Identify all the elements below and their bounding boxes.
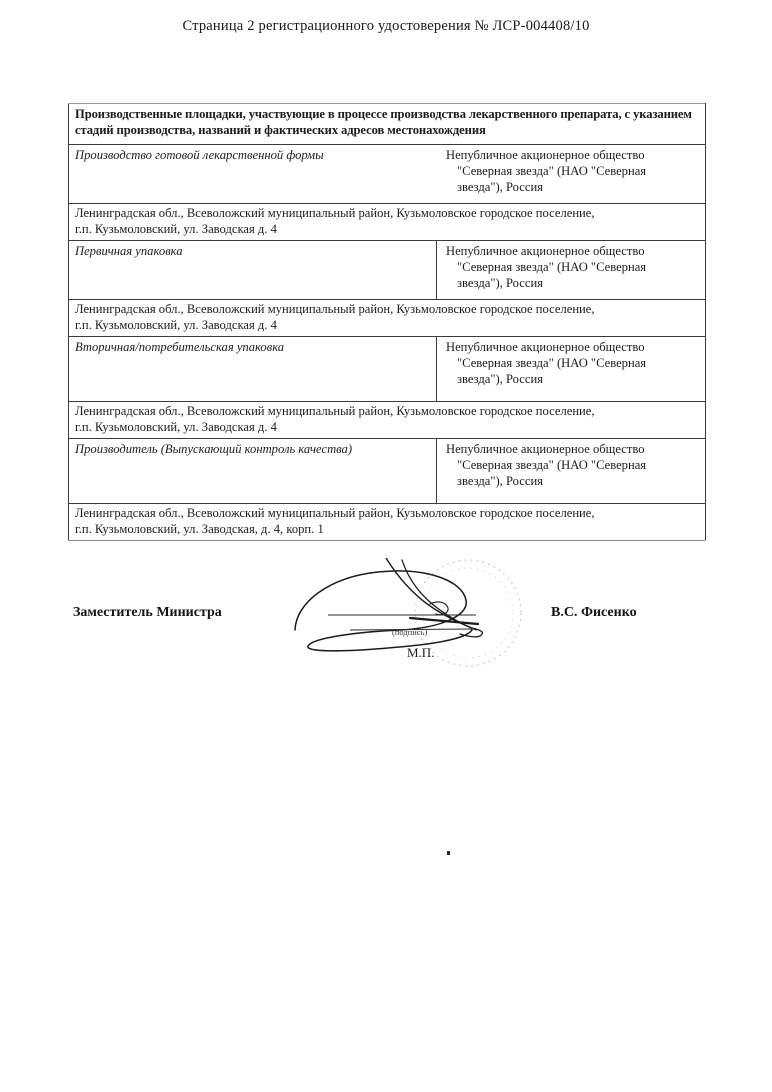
address-line-1: Ленинградская обл., Всеволожский муниципальный район, Кузьмоловское городское поселение, xyxy=(75,403,595,418)
stamp-place-label: М.П. xyxy=(407,645,435,660)
address-line-2: г.п. Кузьмоловский, ул. Заводская д. 4 xyxy=(75,317,277,332)
address-line-1: Ленинградская обл., Всеволожский муниципальный район, Кузьмоловское городское поселение, xyxy=(75,301,595,316)
table-header-cell: Производственные площадки, участвующие в процессе производства лекарственного препарата, с указанием стадий производства, названий и фактических адресов местонахождения xyxy=(69,104,706,145)
address-line-2: г.п. Кузьмоловский, ул. Заводская, д. 4, корп. 1 xyxy=(75,521,324,536)
signatory-title: Заместитель Министра xyxy=(73,605,222,620)
organization-line-1: Непубличное акционерное общество xyxy=(446,339,645,354)
table-row xyxy=(69,144,706,203)
page-title: Страница 2 регистрационного удостоверения № ЛСР-004408/10 xyxy=(182,18,590,34)
organization-cell xyxy=(437,144,706,203)
organization-line-2: "Северная звезда" (НАО "Северная xyxy=(457,163,647,178)
organization-cell xyxy=(437,240,706,299)
address-cell xyxy=(69,401,706,438)
organization-cell xyxy=(437,336,706,401)
organization-line-1: Непубличное акционерное общество xyxy=(446,441,645,456)
address-line-2: г.п. Кузьмоловский, ул. Заводская д. 4 xyxy=(75,221,277,236)
organization-line-2: "Северная звезда" (НАО "Северная xyxy=(457,259,647,274)
stage-label: Производство готовой лекарственной формы xyxy=(69,144,437,203)
organization-cell xyxy=(437,438,706,503)
table-row xyxy=(69,438,706,503)
table-row xyxy=(69,240,706,299)
stage-label: Первичная упаковка xyxy=(69,240,437,299)
address-cell xyxy=(69,503,706,540)
stage-label: Производитель (Выпускающий контроль качества) xyxy=(69,438,437,503)
organization-line-3: звезда"), Россия xyxy=(457,275,543,290)
scan-artifact-speck xyxy=(447,851,450,855)
organization-line-3: звезда"), Россия xyxy=(457,371,543,386)
organization-line-3: звезда"), Россия xyxy=(457,179,543,194)
table-row xyxy=(69,299,706,336)
address-line-1: Ленинградская обл., Всеволожский муниципальный район, Кузьмоловское городское поселение, xyxy=(75,205,595,220)
organization-line-1: Непубличное акционерное общество xyxy=(446,243,645,258)
signatory-name: В.С. Фисенко xyxy=(551,605,637,620)
organization-line-2: "Северная звезда" (НАО "Северная xyxy=(457,457,647,472)
address-line-2: г.п. Кузьмоловский, ул. Заводская д. 4 xyxy=(75,419,277,434)
stage-label: Вторичная/потребительская упаковка xyxy=(69,336,437,401)
organization-line-2: "Северная звезда" (НАО "Северная xyxy=(457,355,647,370)
production-sites-table xyxy=(68,103,706,541)
address-cell xyxy=(69,203,706,240)
table-header-row xyxy=(69,104,706,145)
table-row xyxy=(69,503,706,540)
table-row xyxy=(69,336,706,401)
address-line-1: Ленинградская обл., Всеволожский муниципальный район, Кузьмоловское городское поселение, xyxy=(75,505,595,520)
table-row xyxy=(69,401,706,438)
organization-line-1: Непубличное акционерное общество xyxy=(446,147,645,162)
table-row xyxy=(69,203,706,240)
address-cell xyxy=(69,299,706,336)
organization-line-3: звезда"), Россия xyxy=(457,473,543,488)
signature-caption: (подпись) xyxy=(392,627,428,637)
